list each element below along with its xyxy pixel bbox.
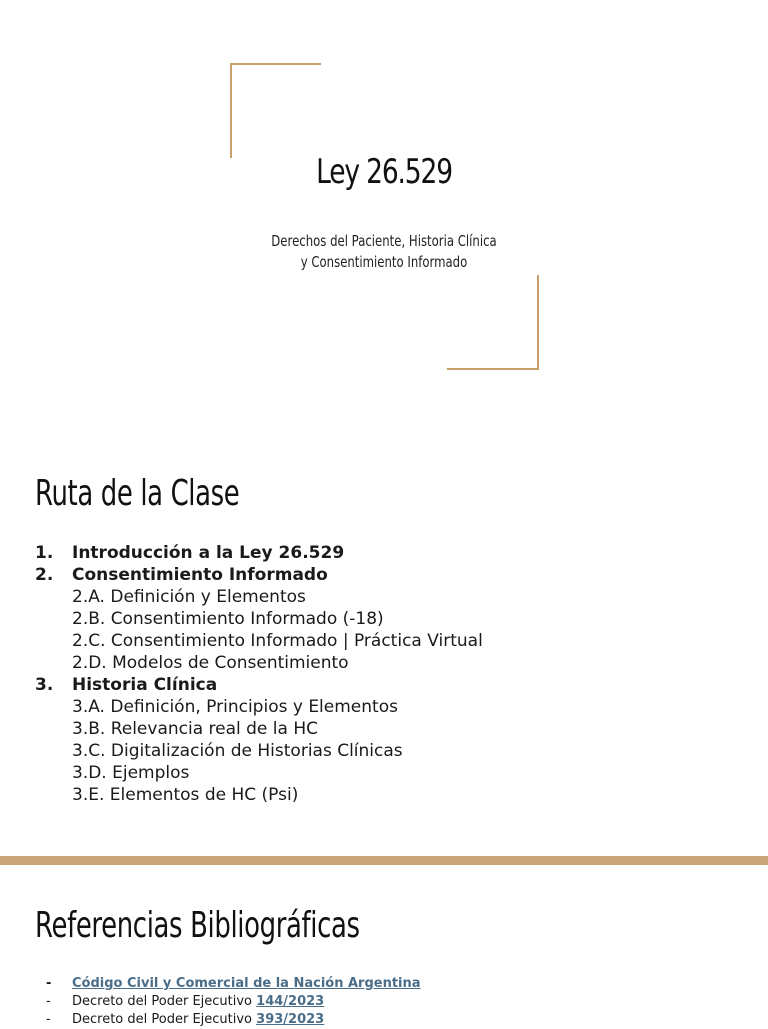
toc-subitem: 3.E. Elementos de HC (Psi) — [72, 785, 299, 805]
toc-list — [35, 542, 483, 806]
reference-item: - Decreto del Poder Ejecutivo 393/2023 — [46, 1012, 325, 1027]
toc-subitem: 3.B. Relevancia real de la HC — [72, 719, 318, 739]
cover-slide — [0, 0, 768, 430]
toc-item: 1. Introducción a la Ley 26.529 — [35, 543, 345, 563]
references-slide — [0, 865, 768, 1027]
corner-accent-top-left-vertical — [230, 63, 232, 158]
toc-subitem: 3.A. Definición, Principios y Elementos — [72, 697, 398, 717]
reference-link[interactable]: 144/2023 — [256, 994, 325, 1009]
cover-subtitle-line-1: Derechos del Paciente, Historia Clínica — [271, 232, 497, 250]
cover-title: Ley 26.529 — [316, 152, 452, 192]
reference-item: - Código Civil y Comercial de la Nación Argentina — [46, 976, 421, 991]
reference-item: - Decreto del Poder Ejecutivo 144/2023 — [46, 994, 325, 1009]
reference-link[interactable]: Código Civil y Comercial de la Nación Argentina — [72, 976, 421, 991]
toc-item: 3. Historia Clínica — [35, 675, 218, 695]
corner-accent-bottom-right-vertical — [537, 275, 539, 370]
references-list — [46, 975, 421, 1029]
corner-accent-top-left-horizontal — [230, 63, 321, 65]
toc-item: 2. Consentimiento Informado — [35, 565, 328, 585]
cover-subtitle-line-2: y Consentimiento Informado — [300, 253, 468, 271]
reference-link[interactable]: 393/2023 — [256, 1012, 325, 1027]
toc-subitem: 2.D. Modelos de Consentimiento — [72, 653, 349, 673]
toc-subitem: 2.B. Consentimiento Informado (-18) — [72, 609, 384, 629]
cover-subtitle — [84, 231, 683, 273]
references-heading: Referencias Bibliográficas — [35, 905, 360, 946]
slide-divider — [0, 856, 768, 865]
toc-subitem: 3.C. Digitalización de Historias Clínicas — [72, 741, 403, 761]
corner-accent-bottom-right-horizontal — [447, 368, 539, 370]
toc-subitem: 2.C. Consentimiento Informado | Práctica Virtual — [72, 631, 483, 651]
toc-slide — [0, 430, 768, 856]
toc-subitem: 2.A. Definición y Elementos — [72, 587, 306, 607]
toc-subitem: 3.D. Ejemplos — [72, 763, 190, 783]
toc-heading: Ruta de la Clase — [35, 473, 240, 514]
